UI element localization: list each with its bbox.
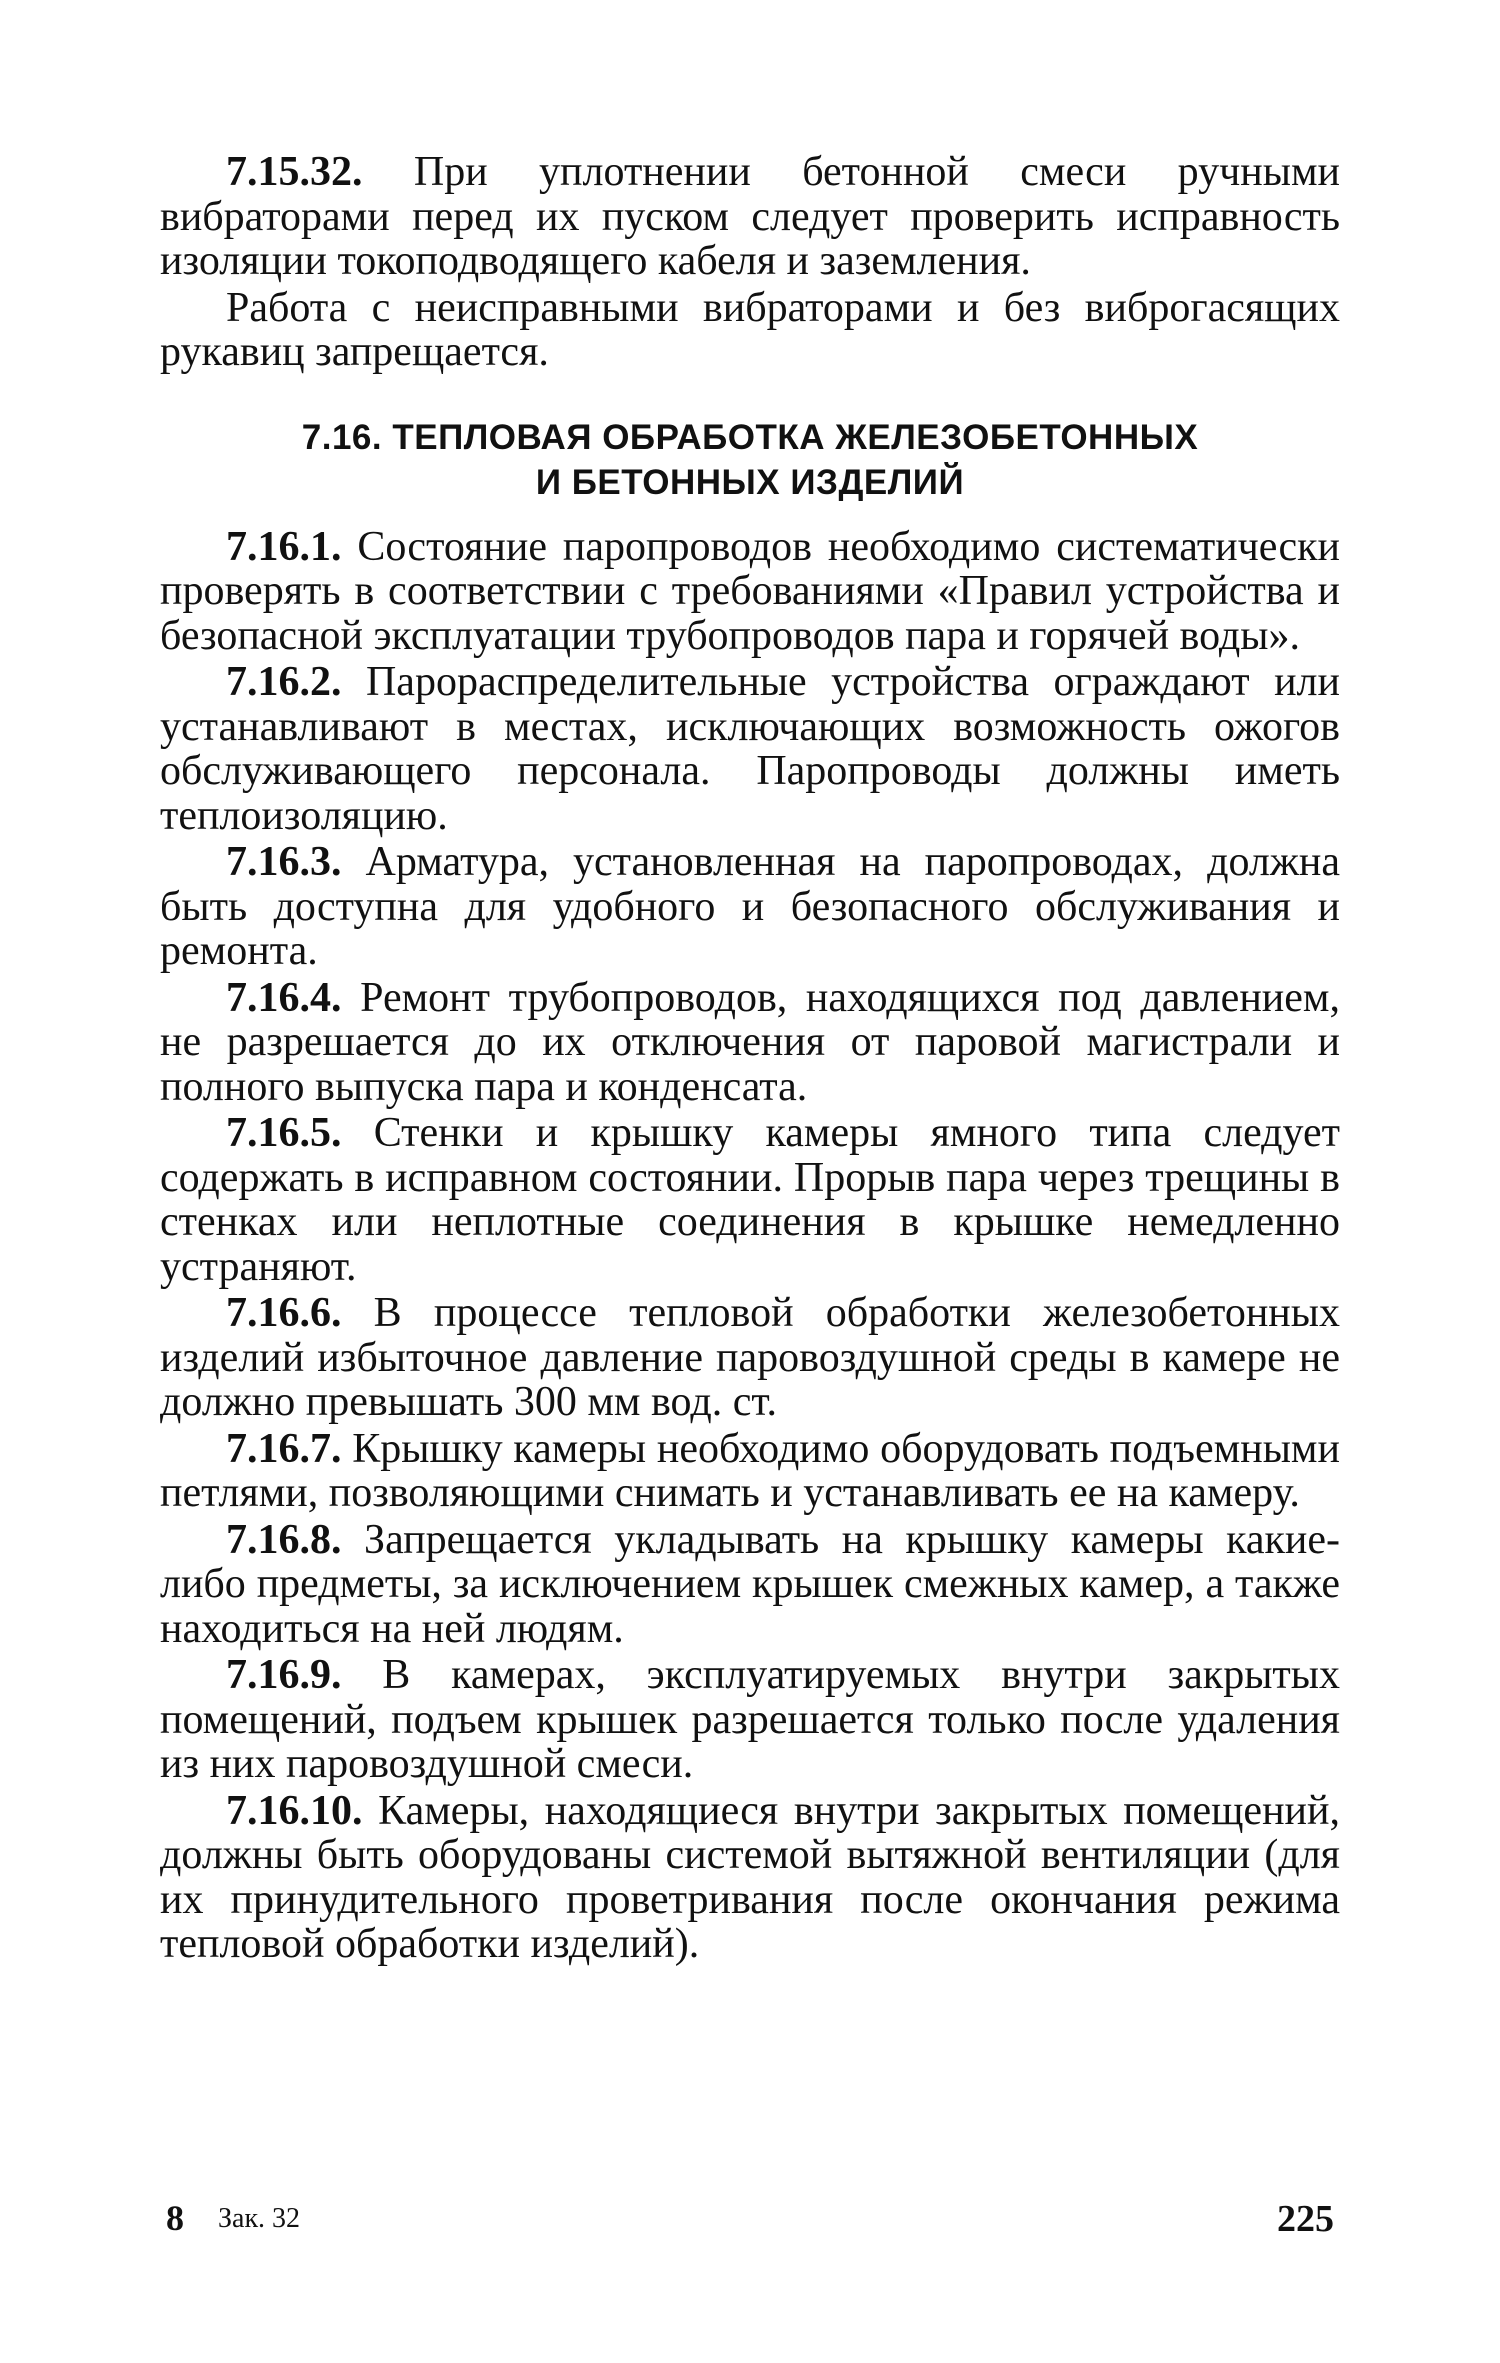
clause-number: 7.16.1. <box>226 523 342 570</box>
print-order-mark: Зак. 32 <box>218 2203 301 2234</box>
clause-text: Работа с неисправными вибраторами и без виброгасящих рукавиц запрещается. <box>160 284 1340 375</box>
paragraph-7-16-10 <box>160 1789 1340 1967</box>
clause-text: Крышку камеры необходимо оборудовать подъемными петлями, позволяющими снимать и устанавливать ее на камеру. <box>160 1425 1340 1516</box>
signature-number: 8 <box>166 2198 184 2238</box>
clause-text: В камерах, эксплуатируемых внутри закрытых помещений, подъем крышек разрешается только после удаления из них паровоздушной смеси. <box>160 1652 1340 1787</box>
clause-number: 7.16.7. <box>226 1425 342 1472</box>
clause-text: Стенки и крышку камеры ямного типа следует содержать в исправном состоянии. Прорыв пара через трещины в стенках или неплотные соединения в крышке немедленно устраняют. <box>160 1110 1340 1290</box>
section-heading-line-1: 7.16. ТЕПЛОВАЯ ОБРАБОТКА ЖЕЛЕЗОБЕТОННЫХ <box>301 417 1199 457</box>
clause-text: В процессе тепловой обработки железобетонных изделий избыточное давление паровоздушной среды в камере не должно превышать 300 мм вод. ст. <box>160 1290 1340 1425</box>
clause-text: При уплотнении бетонной смеси ручными вибраторами перед их пуском следует проверить исправность изоляции токоподводящего кабеля и заземления. <box>160 149 1340 284</box>
paragraph-7-16-7 <box>160 1427 1340 1516</box>
paragraph-7-16-9 <box>160 1653 1340 1787</box>
paragraph-7-15-32-note <box>160 286 1340 375</box>
clause-number: 7.16.9. <box>226 1652 342 1698</box>
page-footer <box>160 2197 1340 2247</box>
paragraph-7-16-4 <box>160 976 1340 1110</box>
paragraph-7-16-3 <box>160 840 1340 974</box>
clause-text: Камеры, находящиеся внутри закрытых помещений, должны быть оборудованы системой вытяжной вентиляции (для их принудительного проветривания после окончания режима тепловой обработки изделий). <box>160 1787 1340 1967</box>
clause-number: 7.16.5. <box>226 1110 342 1156</box>
clause-number: 7.16.6. <box>226 1290 342 1336</box>
clause-text: Арматура, установленная на паропроводах, должна быть доступна для удобного и безопасного обслуживания и ремонта. <box>160 839 1340 974</box>
clause-text: Ремонт трубопроводов, находящихся под давлением, не разрешается до их отключения от паровой магистрали и полного выпуска пара и конденсата. <box>160 974 1340 1110</box>
clause-number: 7.16.10. <box>226 1787 363 1834</box>
section-heading <box>160 415 1340 505</box>
paragraph-7-16-6 <box>160 1291 1340 1425</box>
clause-text: Парораспределительные устройства ограждают или устанавливают в местах, исключающих возможность ожогов обслуживающего персонала. Паропроводы должны иметь теплоизоляцию. <box>160 659 1340 839</box>
clause-text: Состояние паропроводов необходимо систематически проверять в соответствии с требованиями «Правил устройства и безопасной эксплуатации трубопроводов пара и горячей воды». <box>160 523 1340 659</box>
paragraph-7-16-8 <box>160 1518 1340 1652</box>
section-heading-line-2: И БЕТОННЫХ ИЗДЕЛИЙ <box>535 462 965 502</box>
clause-text: Запрещается укладывать на крышку камеры какие-либо предметы, за исключением крышек смежных камер, а также находиться на ней людям. <box>160 1516 1340 1652</box>
paragraph-7-16-2 <box>160 660 1340 838</box>
page-number: 225 <box>1277 2198 1334 2240</box>
clause-number: 7.15.32. <box>226 149 363 195</box>
clause-number: 7.16.8. <box>226 1516 342 1563</box>
paragraph-7-16-5 <box>160 1111 1340 1289</box>
clause-number: 7.16.2. <box>226 659 342 705</box>
paragraph-7-15-32 <box>160 150 1340 284</box>
clause-number: 7.16.3. <box>226 839 342 885</box>
paragraph-7-16-1 <box>160 525 1340 659</box>
document-page <box>160 150 1340 1969</box>
clause-number: 7.16.4. <box>226 974 342 1021</box>
